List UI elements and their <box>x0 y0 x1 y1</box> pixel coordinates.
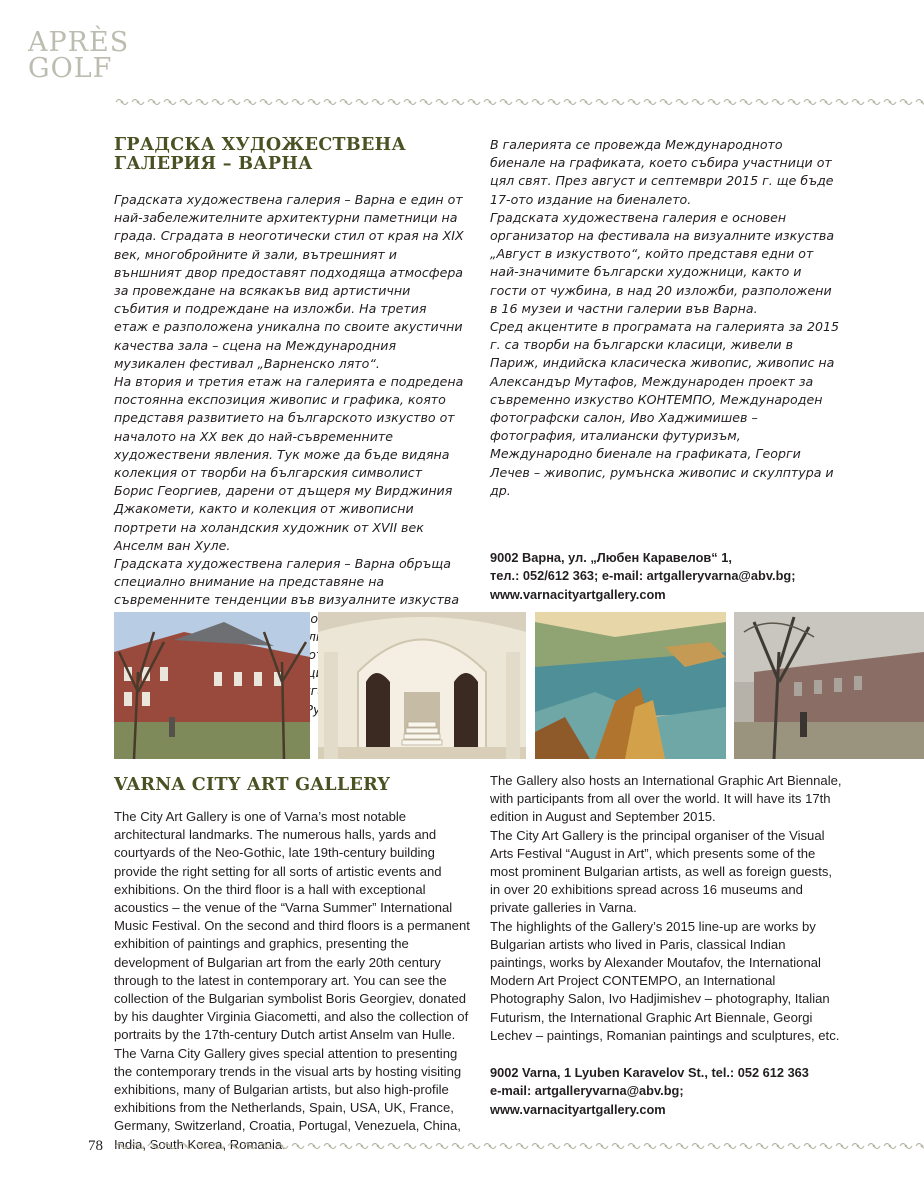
top-ornament-divider <box>114 96 924 108</box>
bg-address: 9002 Варна, ул. „Любен Каравелов“ 1, <box>490 550 732 565</box>
bg-paragraph-6: Сред акцентите в програмата на галерията за 2015 г. са творби на български класици, живели в Париж, индийска класическа живопис, живопис на Александър Мутафов, Международен проект за съвременно изкуство КОНТЕМПО, Международен фотографски салон, Иво Хаджимишев – фотография, италиански футуризъм, Международно биенале на графиката, Георги Лечев – живопис, румънска живопис и скулптура и др. <box>490 319 840 498</box>
magazine-brand-logo <box>28 27 158 84</box>
photo-gallery-in-fog <box>734 612 924 759</box>
bulgarian-title: ГРАДСКА ХУДОЖЕСТВЕНА ГАЛЕРИЯ – ВАРНА <box>114 135 406 174</box>
english-title: VARNA CITY ART GALLERY <box>114 775 391 795</box>
en-paragraph-2: The Gallery also hosts an International Graphic Art Biennale, with participants from all over the world. It will have its 17th edition in August and September 2015. <box>490 773 842 825</box>
en-email: e-mail: artgalleryvarna@abv.bg; <box>490 1083 684 1099</box>
bottom-ornament-divider <box>114 1140 924 1152</box>
bg-phone-email: тел.: 052/612 363; e-mail: artgalleryvarna@abv.bg; <box>490 568 796 584</box>
bulgarian-column-right <box>490 136 842 500</box>
photo-painting-seascape <box>535 612 726 759</box>
bg-website: www.varnacityartgallery.com <box>490 586 666 602</box>
photo-gallery-interior-hall <box>318 612 526 759</box>
photo-gallery-building-exterior <box>114 612 310 759</box>
en-website: www.varnacityartgallery.com <box>490 1101 666 1117</box>
en-paragraph-3: The City Art Gallery is the principal organiser of the Visual Arts Festival “August in Art”, which presents some of the most prominent Bulgarian artists, as well as foreign guests, in over 20 exhibitions spread across 16 museums and private galleries in Varna. <box>490 827 833 916</box>
bg-paragraph-1: Градската художествена галерия – Варна е един от най-забележителните архитектурни паметници на града. Сградата в неоготически стил от края на XIX век, многобройните й зали, вътрешният и външният двор предоставят подходяща атмосфера за провеждане на всякакъв вид артистични събития и подреждане на изложби. На третия етаж е разположена уникална по своите акустични качества зала – сцена на Международния музикален фестивал „Варненско лято“. <box>114 192 464 371</box>
en-paragraph-4: The highlights of the Gallery’s 2015 line-up are works by Bulgarian artists who lived in Paris, classical Indian paintings, works by Alexander Moutafov, the International Modern Art Project CONTEMPO, an International Photography Salon, Ivo Hadjimishev – photography, Italian Futurism, the International Graphic Art Biennale, Georgi Lechev – paintings, Romanian paintings and sculptures, etc. <box>490 918 840 1043</box>
bg-paragraph-5: Градската художествена галерия е основен организатор на фестивала на визуалните изкуства „Август в изкуството“, който представя едни от най-значимите български художници, както и гости от чужбина, в над 20 изложби, разположени в 16 музеи и частни галерии във Варна. <box>490 209 835 316</box>
bulgarian-contact <box>490 549 870 604</box>
en-address-phone: 9002 Varna, 1 Lyuben Karavelov St., tel.: 052 612 363 <box>490 1065 809 1080</box>
brand-line-2: GOLF <box>28 53 113 84</box>
brand-line-1: APRÈS <box>28 27 130 58</box>
page-number: 78 <box>88 1138 103 1154</box>
bg-paragraph-4: В галерията се провежда Международното биенале на графиката, което събира участници от цял свят. През август и септември 2015 г. ще бъде 17-ото издание на биеналето. <box>490 137 834 207</box>
english-column-left <box>114 808 471 1154</box>
bg-paragraph-2: На втория и третия етаж на галерията е подредена постоянна експозиция живопис и графика, която представя развитието на българското изкуство от началото на XX век до най-съвременните художествени явления. Тук може да бъде видяна колекция от творби на българския символист Борис Георгиев, дарени от дъщеря му Вирджиния Джакомети, както и колекция от живописни портрети на холандския художник от XVII век Анселм ван Хуле. <box>114 374 464 553</box>
en-paragraph-1: The City Art Gallery is one of Varna’s most notable architectural landmarks. The numerous halls, yards and courtyards of the Neo-Gothic, late 19th-century building provide the right setting for all sorts of artistic events and exhibitions. On the third floor is a hall with exceptional acoustics – the venue of the “Varna Summer” International Music Festival. On the second and third floors is a permanent exhibition of paintings and graphics, presenting the development of Bulgarian art from the early 20th century through to the latest in contemporary art. You can see the collection of the Bulgarian symbolist Boris Georgiev, donated by his daughter Virginia Giacometti, and also the collection of portraits by the 17th-century Dutch artist Anselm van Hulle. The Varna City Gallery gives special attention to presenting the contemporary trends in the visual arts by hosting visiting exhibitions, many of Bulgarian artists, but also high-profile exhibitions from the Netherlands, Spain, USA, UK, France, Germany, Switzerland, Croatia, Portugal, Venezuela, China, <box>114 809 470 1134</box>
english-column-right <box>490 772 843 1045</box>
english-contact <box>490 1064 870 1119</box>
bg-paragraph-3: Градската художествена галерия – Варна обръща специално внимание на представяне на съвременните тенденции във визуалните изкуства от Португалия, <box>114 556 460 699</box>
